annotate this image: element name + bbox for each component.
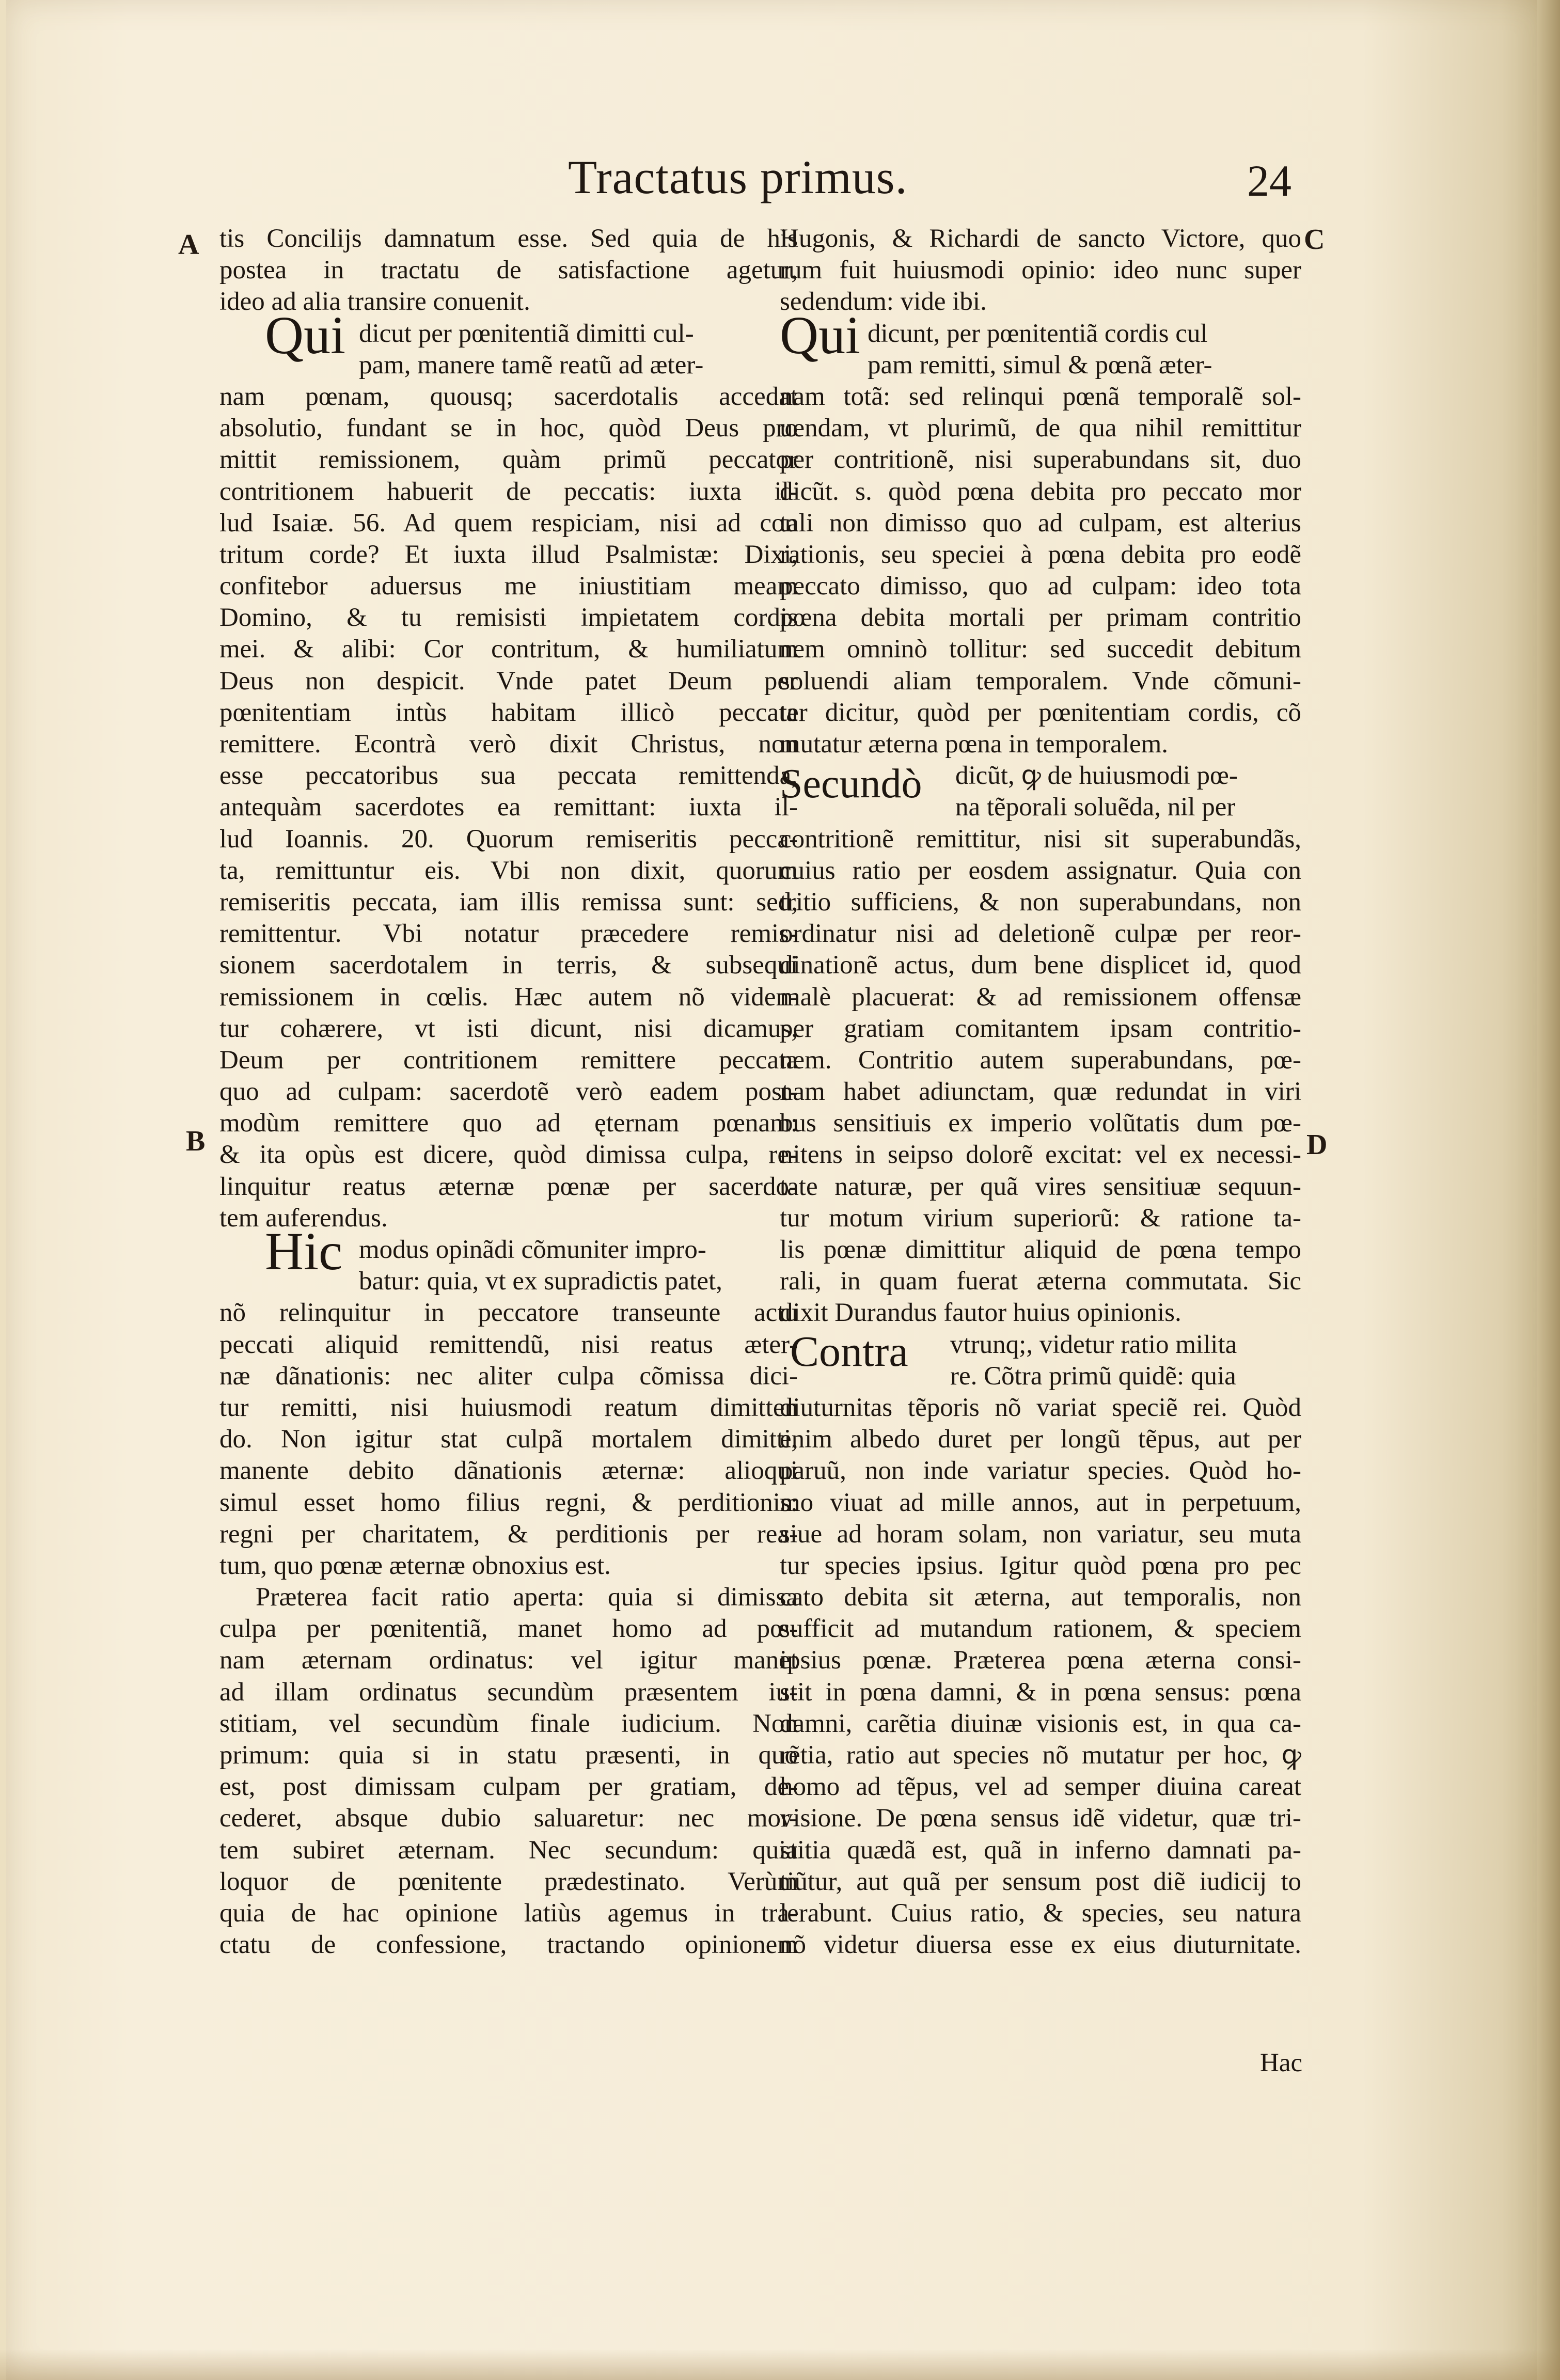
text-line: sionem sacerdotalem in terris, & subsequi <box>219 951 798 980</box>
text-line: loquor de pœnitente prædestinato. Verùm <box>219 1867 798 1896</box>
margin-letter-c: C <box>1304 224 1325 256</box>
text-line: damni, carẽtia diuinæ visionis est, in qua ca- <box>780 1709 1301 1738</box>
text-line: culpa per pœnitentiã, manet homo ad pœ- <box>219 1614 798 1644</box>
text-line: per gratiam comitantem ipsam contritio- <box>780 1014 1301 1043</box>
text-line: mittit remissionem, quàm primũ peccator <box>219 445 798 475</box>
text-line: nem omninò tollitur: sed succedit debitum <box>780 635 1301 664</box>
text-line: lud Ioannis. 20. Quorum remiseritis pecca- <box>219 824 798 854</box>
text-line: dicũt. s. quòd pœna debita pro peccato mor <box>780 477 1301 506</box>
text-line: næ dãnationis: nec aliter culpa cõmissa dici- <box>219 1361 798 1391</box>
text-line: na tẽporali soluẽda, nil per <box>955 793 1236 822</box>
text-line: dicut per pœnitentiã dimitti cul- <box>359 319 694 348</box>
right-column <box>780 223 1301 1961</box>
text-line: pam, manere tamẽ reatũ ad æter- <box>359 350 704 380</box>
text-line: contritionem habuerit de peccatis: iuxta il- <box>219 477 798 506</box>
text-line: contritionẽ remittitur, nisi sit superabundãs, <box>780 824 1301 854</box>
text-line: enim albedo duret per longũ tẽpus, aut per <box>780 1425 1301 1454</box>
text-line: est, post dimissam culpam per gratiam, de- <box>219 1772 798 1802</box>
text-line: rẽtia, ratio aut species nõ mutatur per hoc, ꝙ <box>780 1741 1301 1770</box>
text-line: dinationẽ actus, dum bene displicet id, quod <box>780 951 1301 980</box>
text-line: uendam, vt plurimũ, de qua nihil remittitur <box>780 414 1301 443</box>
text-line: modùm remittere quo ad ęternam pœnam: <box>219 1109 798 1138</box>
text-line: nam æternam ordinatus: vel igitur manet <box>219 1646 798 1675</box>
margin-letter-b: B <box>186 1125 206 1157</box>
text-line: remiseritis peccata, iam illis remissa sunt: sed, <box>219 887 798 917</box>
text-line: nõ videtur diuersa esse ex eius diuturnitate. <box>780 1930 1301 1960</box>
text-line: rali, in quam fuerat æterna commutata. Sic <box>780 1267 1301 1296</box>
text-line: diuturnitas tẽporis nõ variat speciẽ rei. Quòd <box>780 1393 1301 1422</box>
text-line: vtrunq;, videtur ratio milita <box>950 1330 1237 1359</box>
text-line: tum, quo pœnæ æternæ obnoxius est. <box>219 1551 611 1580</box>
text-line: lerabunt. Cuius ratio, & species, seu natura <box>780 1898 1301 1928</box>
text-line: mei. & alibi: Cor contritum, & humiliatum <box>219 635 798 664</box>
text-line: ipsius pœnæ. Præterea pœna æterna consi- <box>780 1646 1301 1675</box>
text-line: stitiam, vel secundùm finale iudicium. Non <box>219 1709 798 1738</box>
text-line: quia de hac opinione latiùs agemus in tra- <box>219 1898 798 1928</box>
text-line: lud Isaiæ. 56. Ad quem respiciam, nisi ad con <box>219 508 798 538</box>
text-line: dicunt, per pœnitentiã cordis cul <box>868 319 1208 348</box>
paragraph-opening <box>219 1222 798 1281</box>
text-line: ctatu de confessione, tractando opinionem <box>219 1930 798 1960</box>
text-line: Hugonis, & Richardi de sancto Victore, quo <box>780 224 1301 253</box>
text-line: absolutio, fundant se in hoc, quòd Deus pro <box>219 414 798 443</box>
text-line: mo viuat ad mille annos, aut in perpetuum, <box>780 1488 1301 1517</box>
text-line: ta, remittuntur eis. Vbi non dixit, quorum <box>219 856 798 885</box>
initial-word: Secundò <box>780 761 922 807</box>
text-line: pœnitentiam intùs habitam illicò peccata <box>219 698 798 727</box>
text-line: lis pœnæ dimittitur aliquid de pœna tempo <box>780 1235 1301 1264</box>
text-line: antequàm sacerdotes ea remittant: iuxta il- <box>219 793 798 822</box>
text-line: cato debita sit æterna, aut temporalis, non <box>780 1583 1301 1612</box>
text-line: tur remitti, nisi huiusmodi reatum dimitten <box>219 1393 798 1422</box>
text-line: nam totã: sed relinqui pœnã temporalẽ sol- <box>780 382 1301 411</box>
text-line: pam remitti, simul & pœnã æter- <box>868 350 1212 380</box>
text-line: stitia quædã est, quã in inferno damnati pa- <box>780 1835 1301 1865</box>
text-line: quo ad culpam: sacerdotẽ verò eadem post- <box>219 1077 798 1107</box>
text-line: modus opinãdi cõmuniter impro- <box>359 1235 706 1264</box>
text-line: mutatur æterna pœna in temporalem. <box>780 730 1169 759</box>
text-line: nam pœnam, quousq; sacerdotalis accedat <box>219 382 798 411</box>
margin-letter-a: A <box>178 229 199 261</box>
initial-word: Contra <box>790 1327 908 1376</box>
text-line: tritum corde? Et iuxta illud Psalmistæ: Dixi, <box>219 540 798 569</box>
text-line: re. Cõtra primũ quidẽ: quia <box>950 1361 1236 1391</box>
page-bottom-shadow <box>0 2349 1560 2380</box>
text-line: Deum per contritionem remittere peccata <box>219 1045 798 1075</box>
left-column <box>219 223 798 1961</box>
text-line: tate naturæ, per quã vires sensitiuæ sequun- <box>780 1172 1301 1201</box>
text-line: tis Concilijs damnatum esse. Sed quia de his <box>219 224 798 253</box>
text-line: linquitur reatus æternæ pœnæ per sacerdo- <box>219 1172 798 1201</box>
paragraph-opening <box>780 760 1301 807</box>
text-line: rationis, seu speciei à pœna debita pro eodẽ <box>780 540 1301 569</box>
text-line: cederet, absque dubio saluaretur: nec mor- <box>219 1804 798 1833</box>
text-line: simul esset homo filius regni, & perditionis: <box>219 1488 798 1517</box>
text-line: peccato dimisso, quo ad culpam: ideo tota <box>780 572 1301 601</box>
text-line: postea in tractatu de satisfactione agetur, <box>219 256 798 285</box>
running-title: Tractatus primus. <box>568 151 908 203</box>
text-line: rum fuit huiusmodi opinio: ideo nunc super <box>780 256 1301 285</box>
text-line: stit in pœna damni, & in pœna sensus: pœna <box>780 1677 1301 1707</box>
text-line: tur cohærere, vt isti dicunt, nisi dicamus, <box>219 1014 798 1043</box>
text-line: Præterea facit ratio aperta: quia si dimissa <box>256 1583 798 1612</box>
text-line: do. Non igitur stat culpã mortalem dimitti, <box>219 1425 798 1454</box>
text-line: nam habet adiunctam, quæ redundat in viri <box>780 1077 1301 1107</box>
text-line: paruũ, non inde variatur species. Quòd ho- <box>780 1456 1301 1486</box>
text-line: tem subiret æternam. Nec secundum: quia <box>219 1835 798 1865</box>
text-line: malè placuerat: & ad remissionem offensæ <box>780 982 1301 1012</box>
text-line: confitebor aduersus me iniustitiam meam <box>219 572 798 601</box>
text-line: tali non dimisso quo ad culpam, est alterius <box>780 508 1301 538</box>
initial-word: Hic <box>265 1222 343 1281</box>
catchword: Hac <box>1260 2048 1303 2077</box>
text-line: siue ad horam solam, non variatur, seu muta <box>780 1519 1301 1549</box>
text-line: bus sensitiuis ex imperio volũtatis dum pœ- <box>780 1109 1301 1138</box>
text-line: cuius ratio per eosdem assignatur. Quia con <box>780 856 1301 885</box>
text-line: dixit Durandus fautor huius opinionis. <box>780 1298 1181 1328</box>
text-line: tem auferendus. <box>219 1203 388 1233</box>
text-line: sedendum: vide ibi. <box>780 287 987 317</box>
text-line: soluendi aliam temporalem. Vnde cõmuni- <box>780 666 1301 696</box>
text-line: regni per charitatem, & perditionis per rea- <box>219 1519 798 1549</box>
text-line: esse peccatoribus sua peccata remittenda, <box>219 761 798 791</box>
text-line: visione. De pœna sensus idẽ videtur, quæ tri- <box>780 1804 1301 1833</box>
folio-number: 24 <box>1247 156 1291 206</box>
text-line: per contritionẽ, nisi superabundans sit, duo <box>780 445 1301 475</box>
text-line: nitens in seipso dolorẽ excitat: vel ex necessi- <box>780 1140 1301 1170</box>
initial-word: Qui <box>265 305 345 365</box>
text-line: manente debito dãnationis æternæ: alioqui <box>219 1456 798 1486</box>
text-line: homo ad tẽpus, vel ad semper diuina careat <box>780 1772 1301 1802</box>
text-line: primum: quia si in statu præsenti, in quo <box>219 1741 798 1770</box>
text-line: ad illam ordinatus secundùm præsentem iu- <box>219 1677 798 1707</box>
page-edge <box>1537 0 1560 2380</box>
text-line: remissionem in cœlis. Hæc autem nõ viden- <box>219 982 798 1012</box>
text-line: remittentur. Vbi notatur præcedere remis- <box>219 919 798 949</box>
text-line: & ita opùs est dicere, quòd dimissa culpa, re- <box>219 1140 798 1170</box>
text-line: tritio sufficiens, & non superabundans, non <box>780 887 1301 917</box>
text-line: sufficit ad mutandum rationem, & speciem <box>780 1614 1301 1644</box>
text-line: batur: quia, vt ex supradictis patet, <box>359 1267 722 1296</box>
text-line: tur species ipsius. Igitur quòd pœna pro pec <box>780 1551 1301 1580</box>
text-line: ordinatur nisi ad deletionẽ culpæ per reor- <box>780 919 1301 949</box>
text-line: pœna debita mortali per primam contritio <box>780 603 1301 633</box>
text-line: dicũt, ꝙ de huiusmodi pœ- <box>955 761 1238 791</box>
text-line: tiũtur, aut quã per sensum post diẽ iudicij to <box>780 1867 1301 1896</box>
text-line: peccati aliquid remittendũ, nisi reatus æter- <box>219 1330 798 1359</box>
text-line: remittere. Econtrà verò dixit Christus, non <box>219 730 798 759</box>
text-line: Deus non despicit. Vnde patet Deum per <box>219 666 798 696</box>
text-line: tur motum virium superiorũ: & ratione ta- <box>780 1203 1301 1233</box>
margin-letter-d: D <box>1306 1129 1328 1161</box>
text-line: ter dicitur, quòd per pœnitentiam cordis, cõ <box>780 698 1301 727</box>
text-line: Domino, & tu remisisti impietatem cordis <box>219 603 798 633</box>
text-line: nõ relinquitur in peccatore transeunte actu <box>219 1298 798 1328</box>
initial-word: Qui <box>780 305 860 365</box>
text-line: nem. Contritio autem superabundans, pœ- <box>780 1045 1301 1075</box>
text-line: ideo ad alia transire conuenit. <box>219 287 530 317</box>
